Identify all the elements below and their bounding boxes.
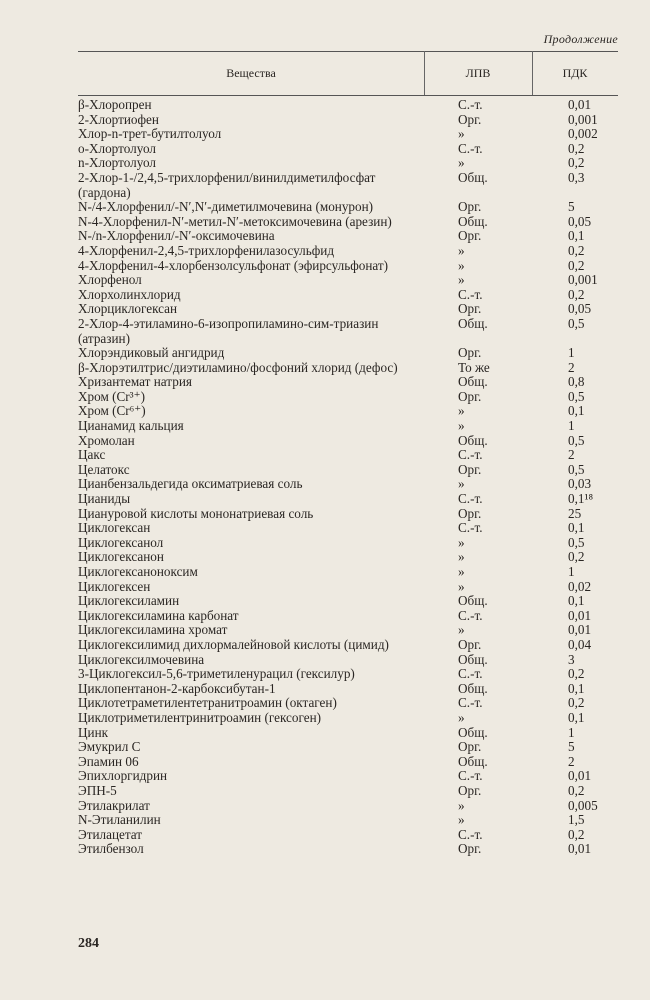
substance-name: 2-Хлор-1-/2,4,5-трихлорфенил/винилдиметилфосфат (гардона) [78,169,376,200]
table-row [78,623,618,638]
table-row [78,346,618,361]
table-row [78,726,618,741]
pdk-value: 0,1 [568,403,585,419]
lpv-value: » [458,564,465,579]
lpv-value: » [458,797,465,813]
lpv-value: С.-т. [458,826,483,842]
table-row [78,653,618,668]
header-bottom-rule [78,95,618,96]
substance-name: Целатокс [78,461,130,477]
table-row [78,711,618,726]
table-row [78,565,618,580]
table-row [78,477,618,492]
pdk-value: 25 [568,505,582,521]
table-row [78,375,618,390]
substance-name: Эпамин 06 [78,753,139,769]
substance-name: Хлорэндиковый ангидрид [78,345,225,361]
table-row [78,288,618,303]
substance-name: Цакс [78,447,106,463]
substance-name: Этилбензол [78,841,144,857]
header-pdk: ПДК [562,66,588,80]
table-row [78,302,618,317]
table-row [78,171,618,200]
substance-name: Циклогексен [78,578,151,594]
table-row [78,244,618,259]
substance-name: Циклогексанон [78,549,164,565]
pdk-value: 0,1 [568,228,585,244]
table-row [78,463,618,478]
lpv-value: Орг. [458,301,482,317]
pdk-value: 1 [568,564,575,579]
substance-name: Этилацетат [78,826,143,842]
substance-name: Этилакрилат [78,797,150,813]
table-top-rule [78,51,618,52]
lpv-value: Орг. [458,345,482,361]
pdk-value: 0,01 [568,768,592,784]
substance-name: N-/n-Хлорфенил/-N′-оксимочевина [78,228,275,244]
substance-name: 3-Циклогексил-5,6-триметиленурацил (гексилур) [78,666,355,682]
substance-name: Циклопентанон-2-карбоксибутан-1 [78,680,276,696]
table-row [78,580,618,595]
substance-name: 4-Хлорфенил-2,4,5-трихлорфенилазосульфид [78,242,335,258]
lpv-value: Орг. [458,228,482,244]
pdk-value: 0,1 [568,680,585,696]
pdk-value: 0,5 [568,534,585,550]
lpv-value: » [458,578,465,594]
table-row [78,828,618,843]
table-row [78,361,618,376]
lpv-value: С.-т. [458,491,483,507]
substance-name: Хром (Cr⁶⁺) [78,403,146,419]
substance-name: Хлорфенол [78,272,142,288]
lpv-value: » [458,812,465,828]
pdk-value: 0,03 [568,476,592,492]
pdk-value: 0,01 [568,97,592,112]
substance-name: Циклогексанол [78,534,164,550]
lpv-value: » [458,534,465,550]
pdk-value: 5 [568,739,575,755]
lpv-value: Общ. [458,374,488,390]
pdk-value: 0,2 [568,257,585,273]
substance-name: Цианбензальдегида оксиматриевая соль [78,476,303,492]
table-row [78,142,618,157]
table-row [78,740,618,755]
pdk-value: 0,001 [568,272,598,288]
pdk-value: 0,2 [568,666,585,682]
lpv-value: Общ. [458,169,488,185]
lpv-value: Орг. [458,782,482,798]
pdk-value: 0,01 [568,841,592,857]
table-row [78,127,618,142]
table-row [78,784,618,799]
lpv-value: Орг. [458,636,482,652]
pdk-value: 0,2 [568,242,585,258]
pdk-value: 0,05 [568,301,592,317]
substance-name: Хромолан [78,432,135,448]
pdk-value: 0,2 [568,286,585,302]
pdk-value: 0,5 [568,432,585,448]
pdk-value: 0,1 [568,593,585,609]
pdk-value: 0,8 [568,374,585,390]
pdk-value: 5 [568,199,575,215]
substance-name: N-Этиланилин [78,812,161,828]
lpv-value: Орг. [458,739,482,755]
header-substance: Вещества [226,66,276,80]
lpv-value: » [458,403,465,419]
substance-name: 2-Хлортиофен [78,111,159,127]
lpv-value: » [458,126,465,142]
lpv-value: Общ. [458,593,488,609]
lpv-value: » [458,476,465,492]
substance-name: ЭПН-5 [78,782,117,798]
lpv-value: С.-т. [458,607,483,623]
lpv-value: С.-т. [458,768,483,784]
substance-name: Хлорциклогексан [78,301,178,317]
table-row [78,682,618,697]
substance-name: N-4-Хлорфенил-N′-метил-N′-метоксимочевина (арезин) [78,213,392,229]
lpv-value: Орг. [458,199,482,215]
pdk-value: 0,2 [568,155,585,171]
pdk-value: 0,002 [568,126,598,142]
lpv-value: » [458,418,465,434]
table-row [78,448,618,463]
substance-name: Эпихлоргидрин [78,768,168,784]
pdk-value: 1,5 [568,812,585,828]
lpv-value: Орг. [458,505,482,521]
pdk-value: 0,04 [568,636,592,652]
pdk-value: 0,2 [568,695,585,711]
pdk-value: 2 [568,359,575,375]
table-row [78,404,618,419]
pdk-value: 0,1 [568,520,585,536]
lpv-value: С.-т. [458,447,483,463]
table-row [78,609,618,624]
substance-name: Циклогексиламин [78,593,180,609]
substance-name: Цианиды [78,491,131,507]
substance-name: Хром (Cr³⁺) [78,388,145,404]
lpv-value: » [458,257,465,273]
pdk-value: 0,005 [568,797,598,813]
substance-name: β-Хлорэтилтрис/диэтиламино/фосфоний хлорид (дефос) [78,359,398,375]
lpv-value: С.-т. [458,666,483,682]
table-row [78,638,618,653]
substance-name: Циклогексилмочевина [78,651,205,667]
table-row [78,536,618,551]
substance-name: Эмукрил С [78,739,141,755]
pdk-value: 0,02 [568,578,592,594]
lpv-value: С.-т. [458,695,483,711]
table-row [78,434,618,449]
substance-name: Циклогексилимид дихлормалейновой кислоты (цимид) [78,636,389,652]
header-lpv: ЛПВ [465,66,491,80]
substance-name: Хризантемат натрия [78,374,192,390]
table-row [78,200,618,215]
table-row [78,419,618,434]
pdk-value: 1 [568,345,575,361]
substance-name: β-Хлоропрен [78,97,152,112]
table-row [78,813,618,828]
substance-name: Циануровой кислоты мононатриевая соль [78,505,314,521]
lpv-value: С.-т. [458,520,483,536]
page-number: 284 [78,936,99,951]
lpv-value: » [458,549,465,565]
lpv-value: Общ. [458,724,488,740]
lpv-value: Общ. [458,753,488,769]
pdk-value: 0,1 [568,709,585,725]
pdk-value: 3 [568,651,575,667]
substance-name: Циклогексиламина карбонат [78,607,239,623]
table-row [78,273,618,288]
pdk-value: 1 [568,724,575,740]
pdk-value: 0,05 [568,213,592,229]
substance-name: n-Хлортолуол [78,155,156,171]
lpv-value: » [458,622,465,638]
table-row [78,113,618,128]
table-row [78,755,618,770]
lpv-value: Общ. [458,432,488,448]
lpv-value: » [458,272,465,288]
lpv-value: Орг. [458,461,482,477]
lpv-value: » [458,709,465,725]
pdk-value: 0,2 [568,140,585,156]
pdk-value: 0,2 [568,549,585,565]
pdk-value: 0,001 [568,111,598,127]
substance-name: Цианамид кальция [78,418,184,434]
pdk-value: 0,5 [568,461,585,477]
lpv-value: То же [458,359,490,375]
table-row [78,521,618,536]
lpv-value: Орг. [458,388,482,404]
table-row [78,507,618,522]
substance-name: Циклотетраметилентетранитроамин (октаген) [78,695,337,711]
pdk-value: 0,2 [568,826,585,842]
table-row [78,317,618,346]
pdk-value: 0,3 [568,169,585,185]
substance-name: Циклотриметилентринитроамин (гексоген) [78,709,322,725]
pdk-value: 2 [568,753,575,769]
substance-table [78,98,618,857]
lpv-value: Общ. [458,651,488,667]
table-row [78,667,618,682]
table-row [78,769,618,784]
table-row [78,259,618,274]
table-row [78,229,618,244]
pdk-value: 0,5 [568,315,585,331]
lpv-value: Орг. [458,111,482,127]
lpv-value: Общ. [458,680,488,696]
table-row [78,696,618,711]
substance-name: 4-Хлорфенил-4-хлорбензолсульфонат (эфирсульфонат) [78,257,389,273]
table-row [78,842,618,857]
lpv-value: С.-т. [458,97,483,112]
lpv-value: С.-т. [458,286,483,302]
substance-name: Циклогексаноноксим [78,564,198,579]
pdk-value: 1 [568,418,575,434]
table-row [78,492,618,507]
substance-name: 2-Хлор-4-этиламино-6-изопропиламино-сим-триазин (атразин) [78,315,379,346]
substance-name: Циклогексан [78,520,151,536]
substance-name: Циклогексиламина хромат [78,622,228,638]
lpv-value: Общ. [458,315,488,331]
substance-name: Хлор-n-трет-бутилтолуол [78,126,222,142]
lpv-value: Общ. [458,213,488,229]
pdk-value: 0,01 [568,622,592,638]
pdk-value: 2 [568,447,575,463]
lpv-value: Орг. [458,841,482,857]
pdk-value: 0,01 [568,607,592,623]
pdk-value: 0,1¹⁸ [568,491,594,507]
pdk-value: 0,5 [568,388,585,404]
pdk-value: 0,2 [568,782,585,798]
substance-name: Хлорхолинхлорид [78,286,181,302]
table-row [78,799,618,814]
lpv-value: » [458,155,465,171]
table-row [78,215,618,230]
continued-label: Продолжение [543,32,618,46]
substance-name: Цинк [78,724,109,740]
substance-name: N-/4-Хлорфенил/-N′,N′-диметилмочевина (монурон) [78,199,374,215]
substance-name: o-Хлортолуол [78,140,156,156]
table-row [78,98,618,113]
table-row [78,390,618,405]
lpv-value: С.-т. [458,140,483,156]
table-row [78,594,618,609]
table-row [78,156,618,171]
table-row [78,550,618,565]
lpv-value: » [458,242,465,258]
